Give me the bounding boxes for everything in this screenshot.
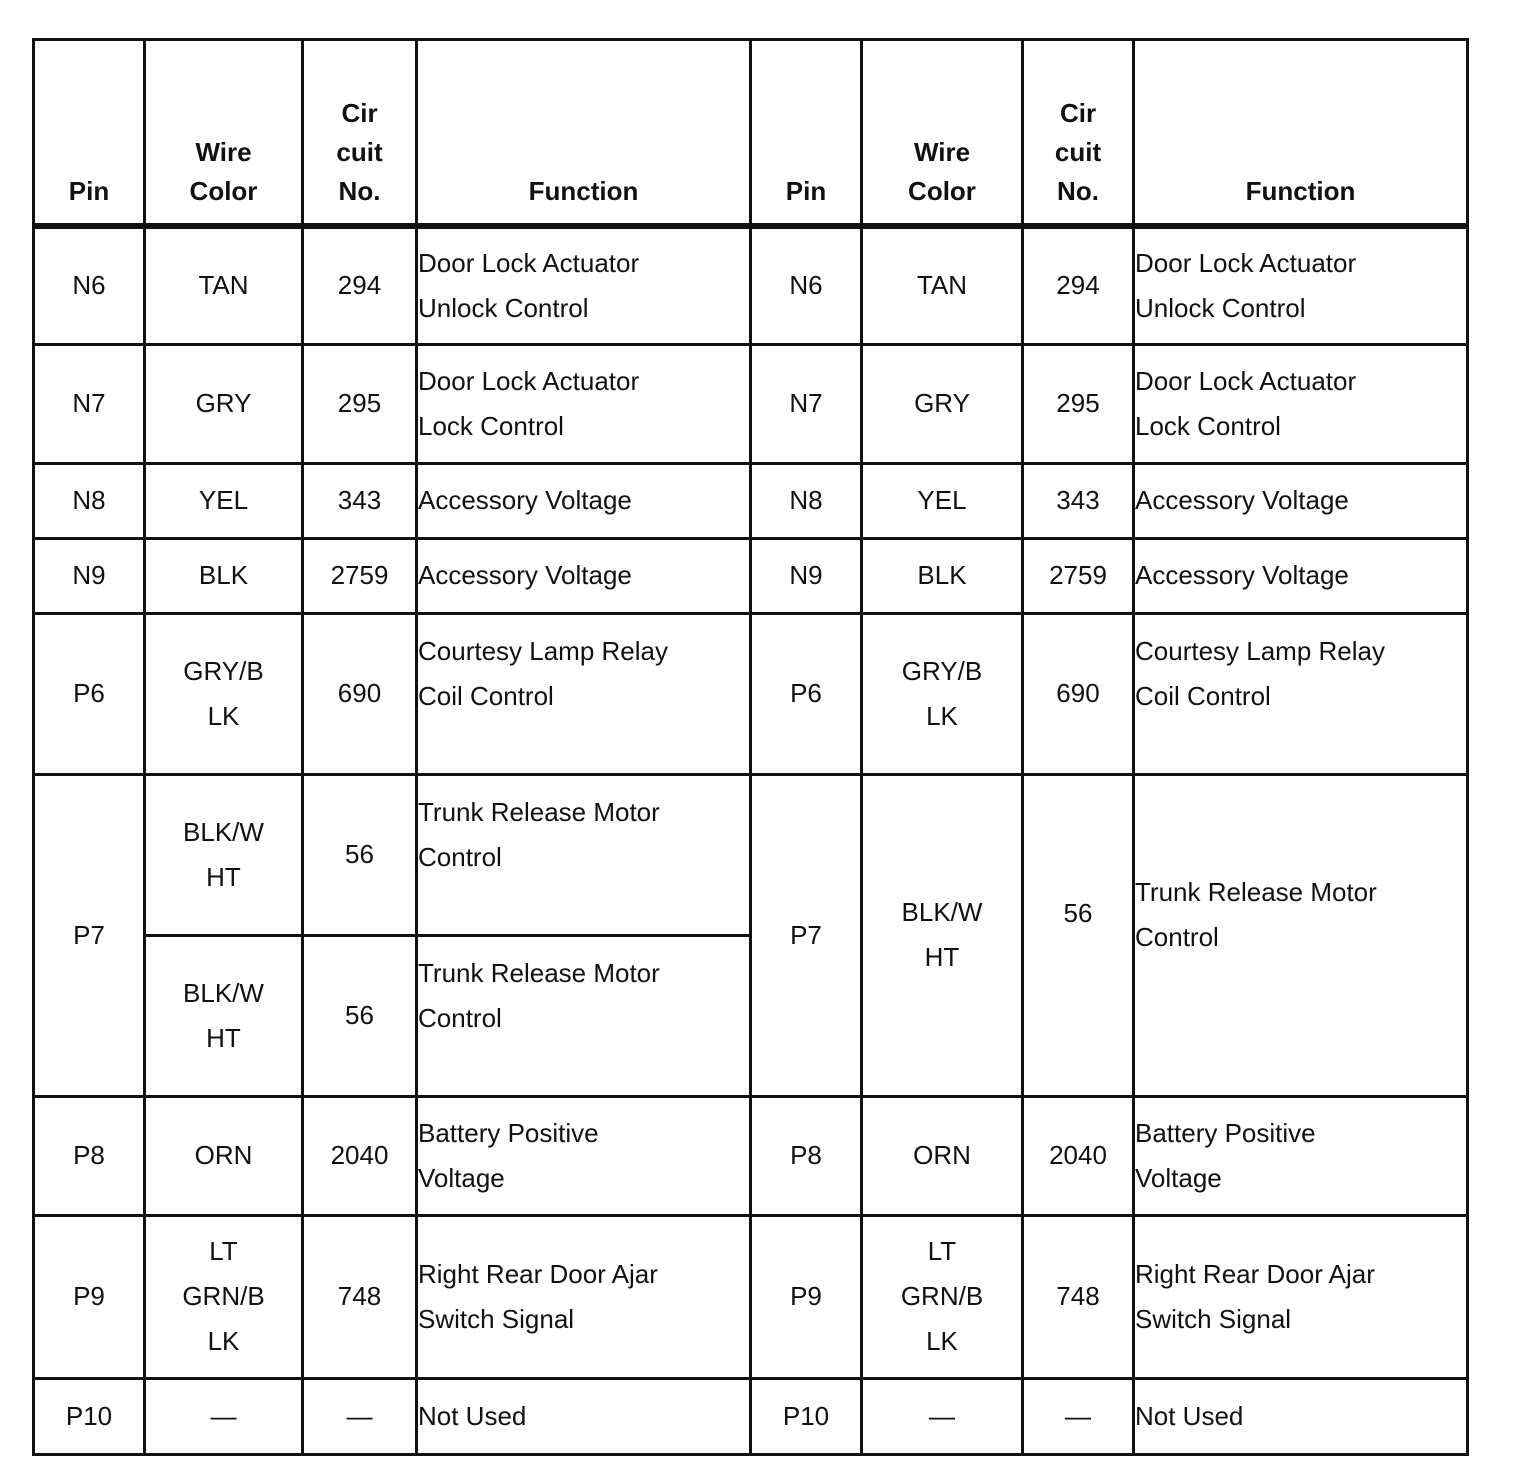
function-cell: Accessory Voltage	[1134, 538, 1468, 613]
circuit-cell: —	[303, 1378, 417, 1454]
pin-cell: N6	[34, 226, 145, 344]
circuit-cell: 2759	[1023, 538, 1134, 613]
wire-color-cell: ORN	[862, 1096, 1023, 1215]
table-row	[34, 1215, 1468, 1378]
wire-color-cell: BLK	[145, 538, 303, 613]
col-header-function-right: Function	[1134, 40, 1468, 227]
header-row	[34, 40, 1468, 227]
col-header-circuit-no: Cir cuit No.	[303, 40, 417, 227]
pin-cell: P9	[34, 1215, 145, 1378]
table-row	[34, 613, 1468, 774]
wire-color-cell: —	[862, 1378, 1023, 1454]
wire-color-cell: GRY/B LK	[862, 613, 1023, 774]
circuit-cell: —	[1023, 1378, 1134, 1454]
function-cell: Right Rear Door Ajar Switch Signal	[417, 1215, 751, 1378]
circuit-cell: 748	[1023, 1215, 1134, 1378]
wire-color-cell: ORN	[145, 1096, 303, 1215]
wire-color-cell: BLK	[862, 538, 1023, 613]
function-cell: Door Lock Actuator Unlock Control	[1134, 226, 1468, 344]
circuit-cell: 690	[1023, 613, 1134, 774]
function-cell: Not Used	[1134, 1378, 1468, 1454]
function-cell: Accessory Voltage	[417, 463, 751, 538]
table-row	[34, 226, 1468, 344]
pin-cell: P9	[751, 1215, 862, 1378]
pin-cell: N6	[751, 226, 862, 344]
circuit-cell: 294	[1023, 226, 1134, 344]
wire-color-cell: TAN	[145, 226, 303, 344]
table-row	[34, 344, 1468, 463]
col-header-circuit-no-right: Cir cuit No.	[1023, 40, 1134, 227]
function-cell: Trunk Release Motor Control	[417, 774, 751, 935]
function-cell: Battery Positive Voltage	[1134, 1096, 1468, 1215]
pin-cell: N7	[34, 344, 145, 463]
wire-color-cell: TAN	[862, 226, 1023, 344]
pin-cell: P8	[751, 1096, 862, 1215]
pin-cell: P7	[751, 774, 862, 1096]
circuit-cell: 2040	[303, 1096, 417, 1215]
col-header-pin: Pin	[34, 40, 145, 227]
wire-color-cell: LT GRN/B LK	[862, 1215, 1023, 1378]
function-cell: Accessory Voltage	[417, 538, 751, 613]
function-cell: Battery Positive Voltage	[417, 1096, 751, 1215]
function-cell: Trunk Release Motor Control	[1134, 774, 1468, 1096]
circuit-cell: 56	[303, 935, 417, 1096]
wire-color-cell: LT GRN/B LK	[145, 1215, 303, 1378]
circuit-cell: 748	[303, 1215, 417, 1378]
wire-color-cell: YEL	[145, 463, 303, 538]
function-cell: Right Rear Door Ajar Switch Signal	[1134, 1215, 1468, 1378]
function-cell: Door Lock Actuator Lock Control	[417, 344, 751, 463]
col-header-function: Function	[417, 40, 751, 227]
table-row	[34, 538, 1468, 613]
table-row	[34, 1096, 1468, 1215]
function-cell: Courtesy Lamp Relay Coil Control	[417, 613, 751, 774]
circuit-cell: 690	[303, 613, 417, 774]
wire-color-cell: BLK/W HT	[145, 774, 303, 935]
col-header-wire-color: Wire Color	[145, 40, 303, 227]
pin-cell: P6	[34, 613, 145, 774]
pin-cell: N7	[751, 344, 862, 463]
pin-cell: N9	[751, 538, 862, 613]
circuit-cell: 295	[1023, 344, 1134, 463]
wire-color-cell: YEL	[862, 463, 1023, 538]
function-cell: Not Used	[417, 1378, 751, 1454]
table-row	[34, 463, 1468, 538]
pin-cell: N9	[34, 538, 145, 613]
function-cell: Door Lock Actuator Lock Control	[1134, 344, 1468, 463]
circuit-cell: 2759	[303, 538, 417, 613]
pin-cell: P10	[34, 1378, 145, 1454]
circuit-cell: 343	[1023, 463, 1134, 538]
pin-cell: P8	[34, 1096, 145, 1215]
pin-cell: P7	[34, 774, 145, 1096]
pin-cell: N8	[751, 463, 862, 538]
col-header-wire-color-right: Wire Color	[862, 40, 1023, 227]
pin-cell: N8	[34, 463, 145, 538]
table-row	[34, 1378, 1468, 1454]
wire-color-cell: BLK/W HT	[862, 774, 1023, 1096]
function-cell: Courtesy Lamp Relay Coil Control	[1134, 613, 1468, 774]
function-cell: Trunk Release Motor Control	[417, 935, 751, 1096]
circuit-cell: 56	[1023, 774, 1134, 1096]
circuit-cell: 343	[303, 463, 417, 538]
wire-color-cell: —	[145, 1378, 303, 1454]
circuit-cell: 294	[303, 226, 417, 344]
circuit-cell: 295	[303, 344, 417, 463]
wire-color-cell: GRY/B LK	[145, 613, 303, 774]
wire-color-cell: GRY	[862, 344, 1023, 463]
pin-cell: P6	[751, 613, 862, 774]
wire-color-cell: GRY	[145, 344, 303, 463]
col-header-pin-right: Pin	[751, 40, 862, 227]
wire-color-cell: BLK/W HT	[145, 935, 303, 1096]
circuit-cell: 56	[303, 774, 417, 935]
circuit-cell: 2040	[1023, 1096, 1134, 1215]
connector-pinout-table	[32, 38, 1469, 1456]
function-cell: Door Lock Actuator Unlock Control	[417, 226, 751, 344]
table-row	[34, 774, 1468, 935]
pin-cell: P10	[751, 1378, 862, 1454]
function-cell: Accessory Voltage	[1134, 463, 1468, 538]
